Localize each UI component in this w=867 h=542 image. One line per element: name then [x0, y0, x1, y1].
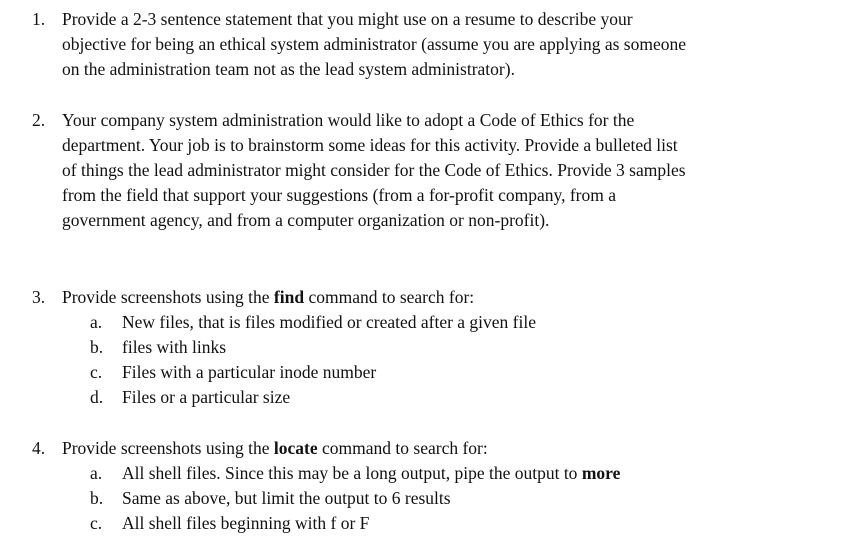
command-name-locate: locate — [273, 438, 318, 458]
question-text-line: on the administration team not as the lead system administrator). — [62, 59, 515, 79]
list-item-letter: b. — [90, 337, 104, 357]
command-name-find: find — [273, 287, 305, 307]
list-item-text: files with links — [122, 337, 227, 357]
list-item-text: Same as above, but limit the output to 6 results — [122, 488, 451, 508]
intro-text: Provide screenshots using the — [62, 438, 274, 458]
question-text-line: government agency, and from a computer organization or non-profit). — [62, 210, 550, 230]
list-item-letter: c. — [90, 513, 103, 533]
list-item-letter: a. — [90, 463, 103, 483]
list-item-text — [122, 461, 620, 486]
question-number: 2. — [32, 110, 46, 130]
list-item-text: New files, that is files modified or created after a given file — [122, 312, 537, 332]
question-text-line: department. Your job is to brainstorm some ideas for this activity. Provide a bulleted list — [62, 135, 678, 155]
question-text-line: from the field that support your suggestions (from a for-profit company, from a — [62, 185, 617, 205]
list-item-letter: c. — [90, 362, 103, 382]
intro-text: Provide screenshots using the — [62, 287, 274, 307]
question-number: 3. — [32, 287, 46, 307]
intro-text: command to search for: — [304, 287, 475, 307]
question-text-line: Your company system administration would like to adopt a Code of Ethics for the — [62, 110, 635, 130]
question-number: 1. — [32, 9, 46, 29]
list-item-text: Files with a particular inode number — [122, 362, 377, 382]
question-intro — [62, 436, 488, 461]
question-number: 4. — [32, 438, 46, 458]
intro-text: command to search for: — [317, 438, 488, 458]
list-item-text-part: All shell files. Since this may be a long output, pipe the output to — [122, 463, 582, 483]
question-text-line: of things the lead administrator might consider for the Code of Ethics. Provide 3 samples — [62, 160, 686, 180]
question-text-line: Provide a 2-3 sentence statement that you might use on a resume to describe your — [62, 9, 633, 29]
list-item-text: Files or a particular size — [122, 387, 291, 407]
question-text-line: objective for being an ethical system administrator (assume you are applying as someone — [62, 34, 686, 54]
list-item-letter: a. — [90, 312, 103, 332]
list-item-text: All shell files beginning with f or F — [122, 513, 370, 533]
list-item-letter: b. — [90, 488, 104, 508]
command-name-more: more — [581, 463, 621, 483]
question-intro — [62, 285, 474, 310]
list-item-letter: d. — [90, 387, 104, 407]
